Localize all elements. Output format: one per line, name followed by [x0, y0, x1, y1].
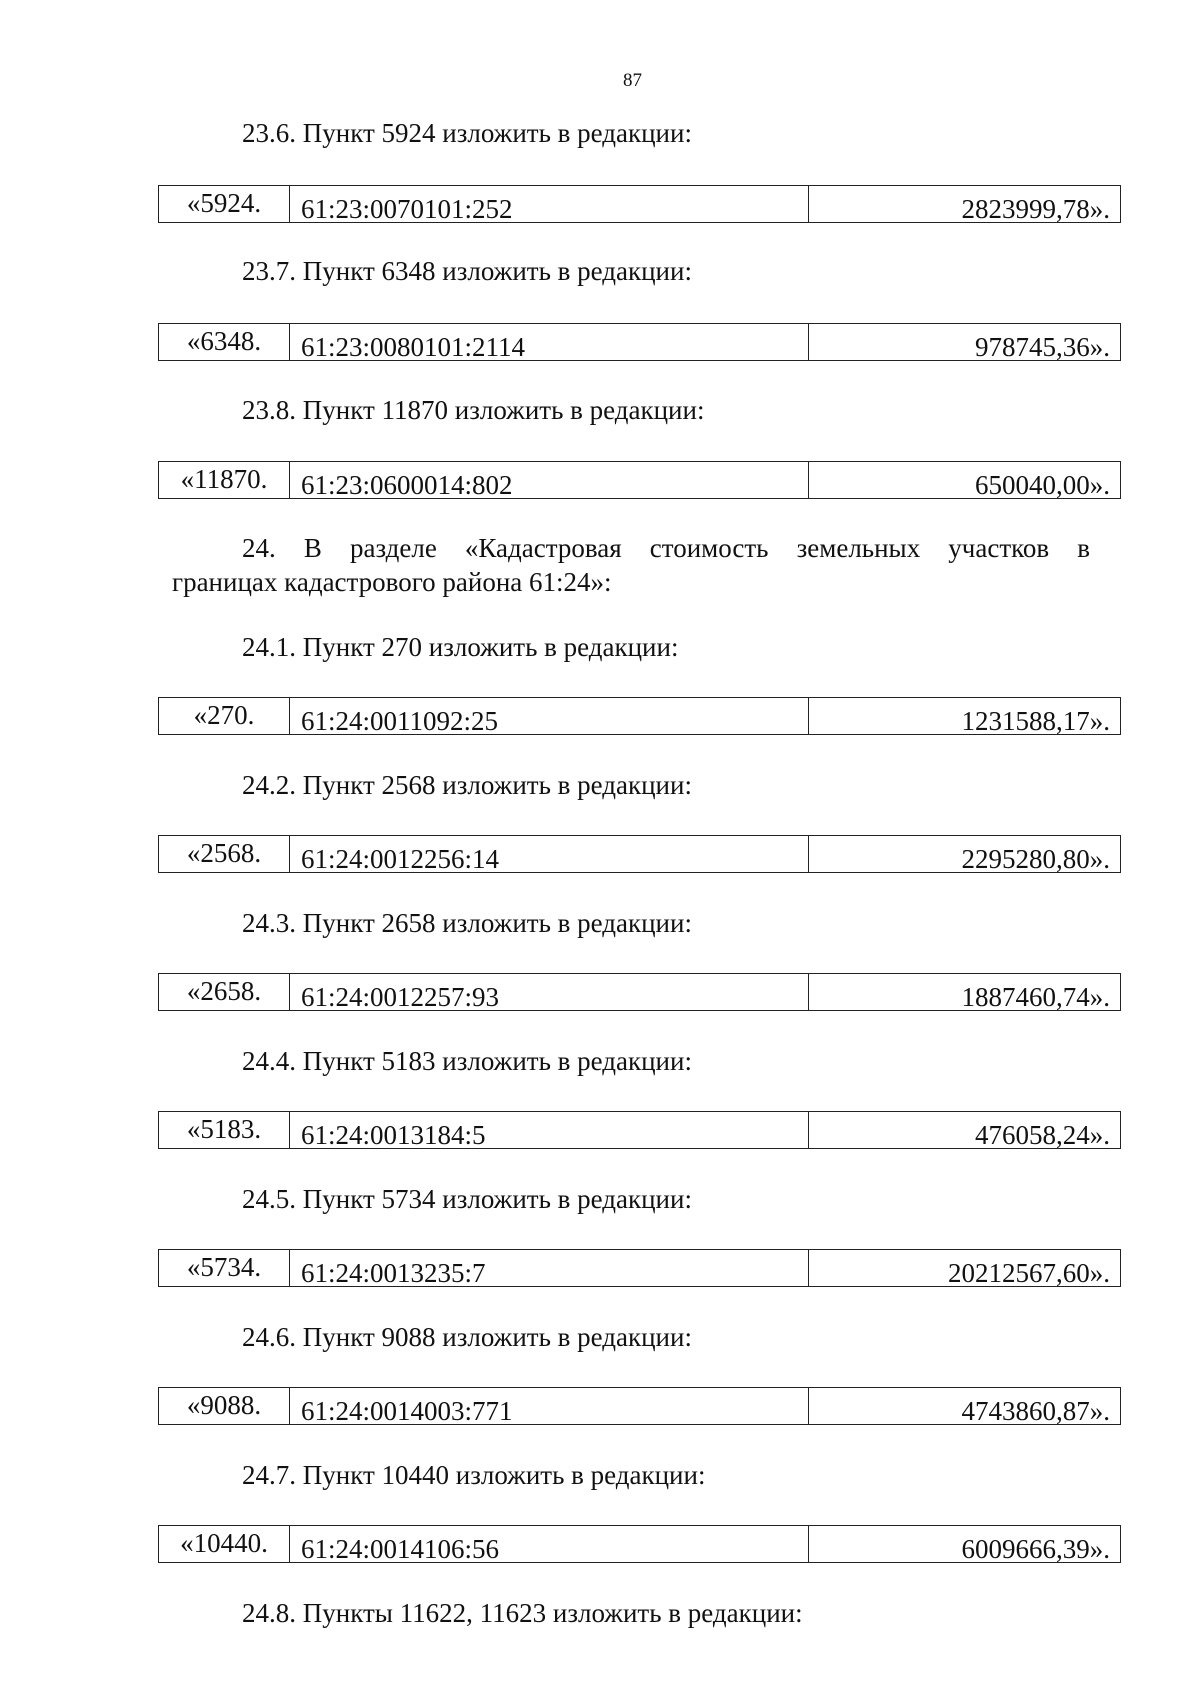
cadastral-value-cell: 6009666,39».	[961, 1534, 1110, 1564]
item-number-cell: «6348.	[159, 324, 290, 360]
item-number-cell: «11870.	[159, 462, 290, 498]
item-number-cell: «5183.	[159, 1112, 290, 1148]
cadastral-value-cell: 20212567,60».	[948, 1258, 1110, 1288]
item-number-cell: «5924.	[159, 186, 290, 222]
cadastral-value-cell: 1231588,17».	[961, 706, 1110, 736]
cadastral-value-cell: 1887460,74».	[961, 982, 1110, 1012]
item-heading: 24.6. Пункт 9088 изложить в редакции:	[242, 1322, 692, 1352]
item-heading: 24.7. Пункт 10440 изложить в редакции:	[242, 1460, 706, 1490]
section-24-intro	[172, 531, 1090, 599]
item-number-cell: «5734.	[159, 1250, 290, 1286]
cadastral-number-cell: 61:24:0012257:93	[290, 974, 809, 1010]
item-heading: 24.8. Пункты 11622, 11623 изложить в редакции:	[242, 1598, 803, 1628]
item-number-cell: «2658.	[159, 974, 290, 1010]
cadastral-value-cell: 476058,24».	[975, 1120, 1110, 1150]
item-heading: 24.4. Пункт 5183 изложить в редакции:	[242, 1046, 692, 1076]
cadastral-value-cell: 978745,36».	[975, 332, 1110, 362]
amendment-table-row	[158, 185, 1121, 223]
item-heading: 24.3. Пункт 2658 изложить в редакции:	[242, 908, 692, 938]
amendment-table-row	[158, 1387, 1121, 1425]
cadastral-number-cell: 61:24:0013235:7	[290, 1250, 809, 1286]
item-number-cell: «2568.	[159, 836, 290, 872]
cadastral-number-cell: 61:24:0013184:5	[290, 1112, 809, 1148]
amendment-table-row	[158, 323, 1121, 361]
amendment-table-row	[158, 973, 1121, 1011]
amendment-table-row	[158, 835, 1121, 873]
item-number-cell: «9088.	[159, 1388, 290, 1424]
cadastral-number-cell: 61:24:0011092:25	[290, 698, 809, 734]
page-number: 87	[623, 70, 642, 91]
cadastral-value-cell: 4743860,87».	[961, 1396, 1110, 1426]
cadastral-number-cell: 61:24:0014003:771	[290, 1388, 809, 1424]
section-24-line-2: границах кадастрового района 61:24»:	[172, 567, 612, 597]
cadastral-number-cell: 61:23:0070101:252	[290, 186, 809, 222]
item-heading: 24.2. Пункт 2568 изложить в редакции:	[242, 770, 692, 800]
section-24-line-1: 24. В разделе «Кадастровая стоимость земельных участков в	[242, 533, 1090, 563]
amendment-table-row	[158, 1249, 1121, 1287]
item-number-cell: «10440.	[159, 1526, 290, 1562]
amendment-table-row	[158, 461, 1121, 499]
item-heading: 23.6. Пункт 5924 изложить в редакции:	[242, 118, 692, 148]
amendment-table-row	[158, 1111, 1121, 1149]
item-heading: 24.5. Пункт 5734 изложить в редакции:	[242, 1184, 692, 1214]
item-heading: 23.8. Пункт 11870 изложить в редакции:	[242, 395, 705, 425]
item-heading: 23.7. Пункт 6348 изложить в редакции:	[242, 256, 692, 286]
amendment-table-row	[158, 1525, 1121, 1563]
item-heading: 24.1. Пункт 270 изложить в редакции:	[242, 632, 679, 662]
cadastral-value-cell: 2823999,78».	[961, 194, 1110, 224]
cadastral-number-cell: 61:23:0600014:802	[290, 462, 809, 498]
cadastral-value-cell: 2295280,80».	[961, 844, 1110, 874]
cadastral-number-cell: 61:24:0014106:56	[290, 1526, 809, 1562]
cadastral-number-cell: 61:23:0080101:2114	[290, 324, 809, 360]
amendment-table-row	[158, 697, 1121, 735]
item-number-cell: «270.	[159, 698, 290, 734]
cadastral-value-cell: 650040,00».	[975, 470, 1110, 500]
cadastral-number-cell: 61:24:0012256:14	[290, 836, 809, 872]
